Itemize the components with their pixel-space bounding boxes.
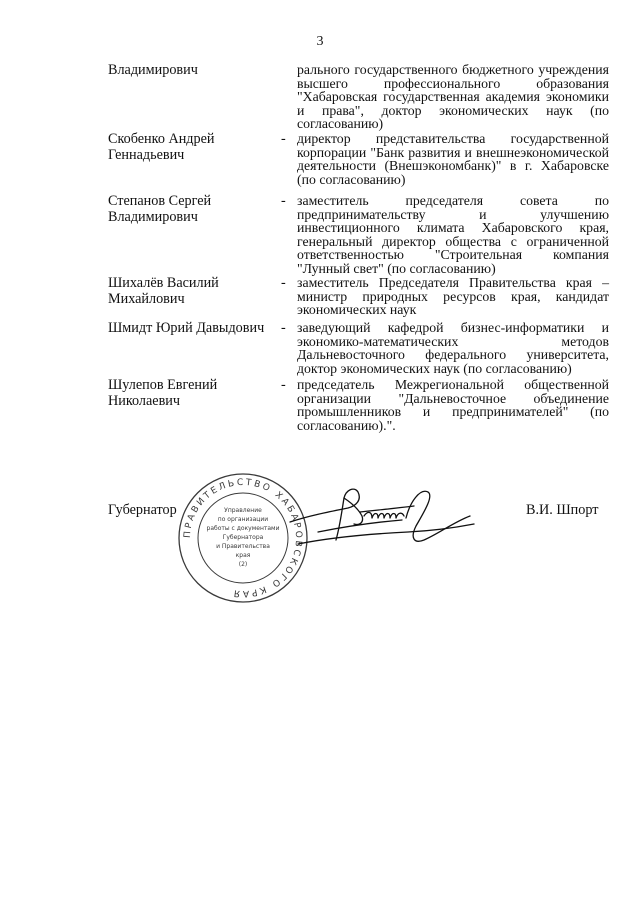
entry-name: Шихалёв Василий Михайлович bbox=[108, 275, 219, 307]
seal-center-line: и Правительства bbox=[216, 543, 270, 550]
seal-center-line: работы с документами bbox=[206, 525, 280, 532]
entry-description: заведующий кафедрой бизнес-информатики и экономико-математических методов Дальневосточного федерального университета, доктор экономических наук (по согласованию) bbox=[297, 320, 609, 376]
entry-dash: - bbox=[281, 193, 286, 209]
seal-ring-text: ПРАВИТЕЛЬСТВО ХАБАРОВСКОГО КРАЯ bbox=[182, 477, 304, 599]
entry-description: председатель Межрегиональной общественной организации "Дальневосточное объединение промышленников и предпринимателей" (по согласованию).". bbox=[297, 377, 609, 433]
handwritten-signature bbox=[288, 482, 478, 552]
governor-title: Губернатор bbox=[108, 502, 177, 518]
page-number: 3 bbox=[316, 34, 324, 49]
seal-center-line: Управление bbox=[224, 507, 262, 514]
entry-dash: - bbox=[281, 131, 286, 147]
entry-name: Шмидт Юрий Давыдович bbox=[108, 320, 265, 336]
entry-description: заместитель председателя совета по предпринимательству и улучшению инвестиционного климата Хабаровского края, генеральный директор общества с ограниченной ответственностью "Строительная компания "Лунный свет" (по согласованию) bbox=[297, 193, 609, 276]
entry-name: Владимирович bbox=[108, 62, 198, 78]
entry-dash: - bbox=[281, 320, 286, 336]
entry-dash: - bbox=[281, 275, 286, 291]
seal-center-line: края bbox=[235, 552, 251, 559]
seal-center-line: по организации bbox=[217, 516, 269, 523]
entry-dash: - bbox=[281, 377, 286, 393]
entry-name: Степанов Сергей Владимирович bbox=[108, 193, 212, 225]
entry-name: Скобенко Андрей Геннадьевич bbox=[108, 131, 215, 163]
governor-name: В.И. Шпорт bbox=[526, 502, 599, 518]
entry-name: Шулепов Евгений Николаевич bbox=[108, 377, 218, 409]
entry-description: заместитель Председателя Правительства края – министр природных ресурсов края, кандидат экономических наук bbox=[297, 275, 609, 317]
entry-description: директор представительства государственной корпорации "Банк развития и внешнеэкономической деятельности (Внешэкономбанк)" в г. Хабаровске (по согласованию) bbox=[297, 131, 609, 187]
seal-center-line: (2) bbox=[238, 561, 248, 568]
seal-center-line: Губернатора bbox=[222, 534, 264, 541]
entry-description: рального государственного бюджетного учреждения высшего профессионального образования "Хабаровская государственная академия экономики и права", доктор экономических наук (по согласованию) bbox=[297, 62, 609, 131]
